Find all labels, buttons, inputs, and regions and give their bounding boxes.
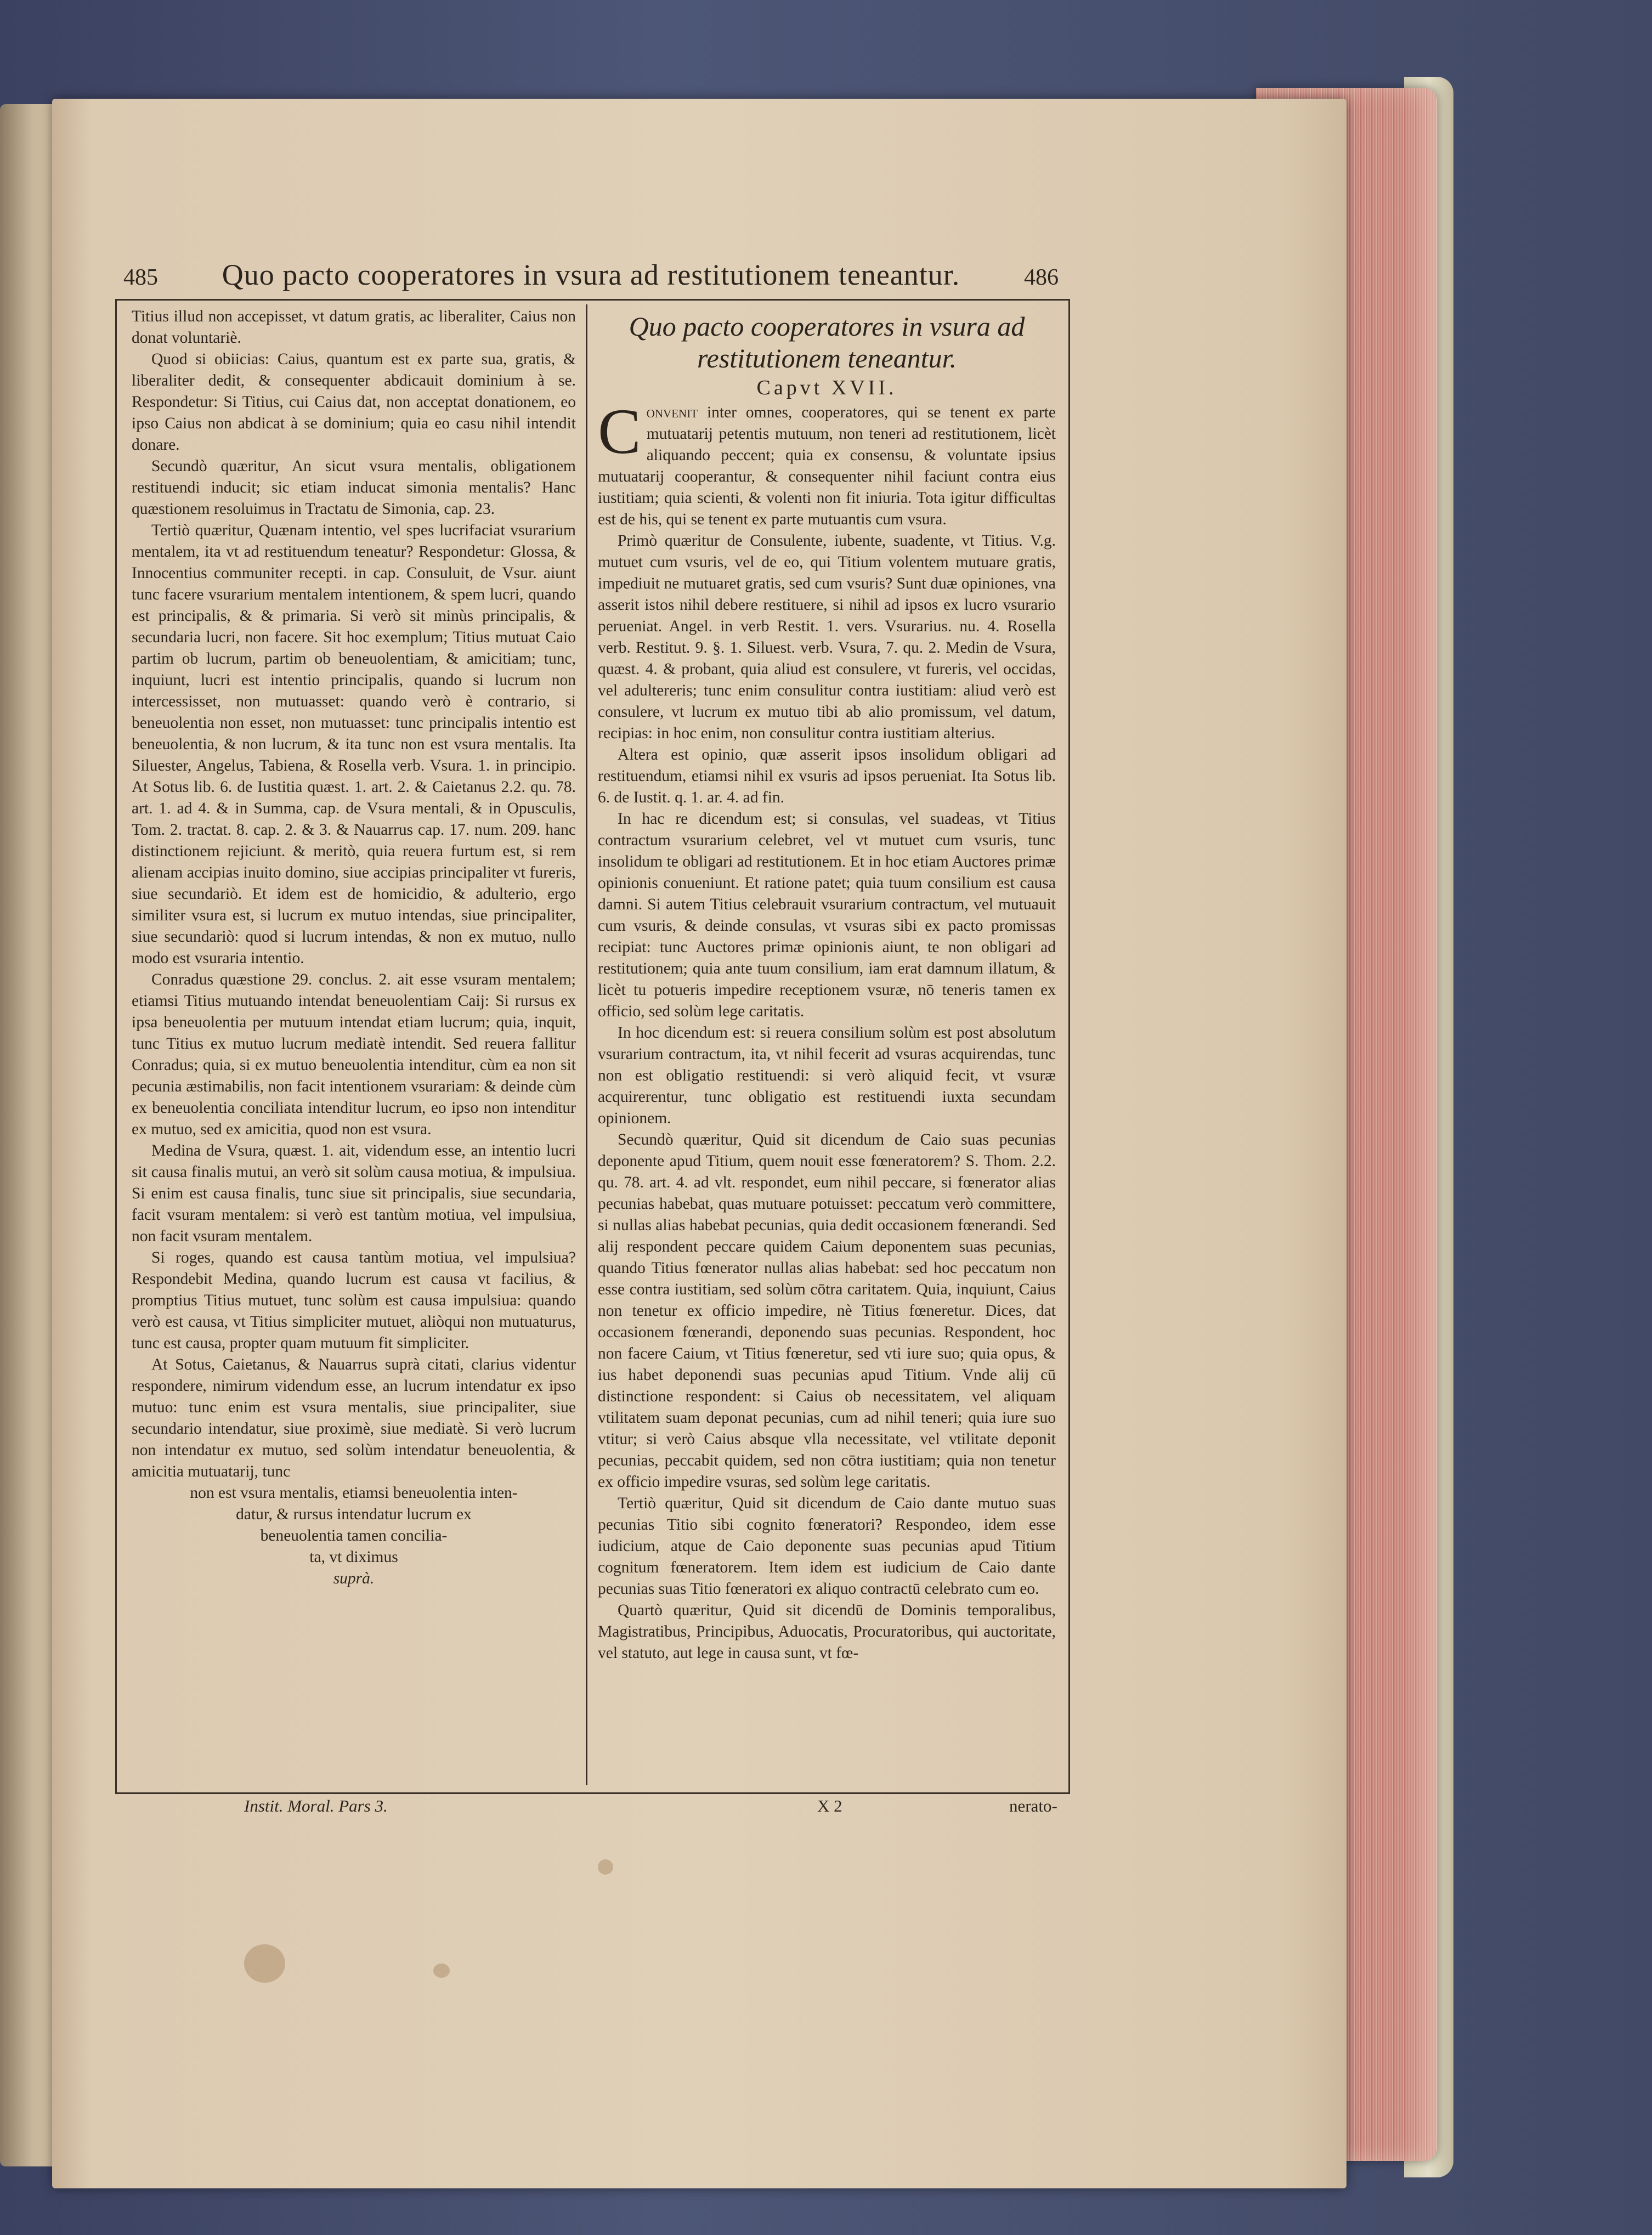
chapter-label: Capvt XVII. <box>756 376 897 399</box>
ink-stain <box>433 1964 450 1978</box>
footer-catchword: nerato- <box>1009 1796 1057 1815</box>
running-title: Quo pacto cooperatores in vsura ad restitutionem teneantur. <box>222 258 960 291</box>
tail-line: non est vsura mentalis, etiamsi beneuolentia inten- <box>190 1484 518 1502</box>
tail-line: ta, vt diximus <box>309 1548 398 1566</box>
paragraph: Si roges, quando est causa tantùm motiua, vel impulsiua? Respondebit Medina, quando lucrum est causa vt facilius, & promptius Titius mutuet, tunc solùm est causa impulsiua: quando verò est causa, vt Titius simpliciter mutuet, aliòqui non mutuaturus, tunc est causa, propter quam mutuum fit simpliciter. <box>132 1249 576 1352</box>
right-column <box>598 306 1056 1664</box>
paragraph: Titius illud non accepisset, vt datum gratis, ac liberaliter, Caius non donat voluntariè. <box>132 308 576 347</box>
paragraph: Secundò quæritur, Quid sit dicendum de Caio suas pecunias deponente apud Titium, quem nouit esse fœneratorem? S. Thom. 2.2. qu. 78. art. 4. ad vlt. respondet, eum nihil peccare, si fœnerator alias pecunias habebat, quas mutuare potuisset: peccatum verò committere, si nullas alias habebat pecunias, quia dedit occasionem fœnerandi. Sed alij respondent peccare quidem Caium deponentem suas pecunias, quando Titius fœnerator nullas alias habebat: sed hoc peccatum non esse contra iustitiam, sed solùm cōtra caritatem. Quia, inquiunt, Caius non tenetur ex officio impedire, nè Titius fœneretur. Dices, dat occasionem fœnerandi, deponendo suas pecunias. Respondent, hoc non facere Caium, vt Titius fœneretur, sed vti iure suo; quia opus, & ius habet deponendi suas pecunias apud Titium. Vnde alij cū distinctione respondent: si Caius ob necessitatem, vel aliquam vtilitatem suam deponat pecunias, cum ad nihil teneri; quia iure suo vtitur; si verò Caius absque vlla necessitate, vel vtilitate deponit pecunias, peccabit quidem, sed non cōtra iustitiam; quia non tenetur ex officio impedire vsuras, sed solùm lege caritatis. <box>598 1131 1056 1491</box>
tail-line: suprà. <box>333 1570 375 1587</box>
right-page-number: 486 <box>1024 265 1059 290</box>
tail-line: beneuolentia tamen concilia- <box>260 1527 448 1544</box>
paragraph: Quartò quæritur, Quid sit dicendū de Dominis temporalibus, Magistratibus, Principibus, Aduocatis, Procuratoribus, qui auctoritate, vel statuto, aut lege in causa sunt, vt fœ- <box>598 1602 1056 1662</box>
running-header <box>123 258 1059 296</box>
paragraph: In hac re dicendum est; si consulas, vel suadeas, vt Titius contractum vsurarium celebret, vel vt mutuet cum vsuris, tunc insolidum te obligari ad restitutionem. Et in hoc etiam Auctores primæ opinionis conueniunt. Et ratione patet; quia tuum consilium est causa damni. Si autem Titius celebrauit vsurarium contractum, vel mutuauit cum vsuris, & deinde consulas, vt vsuras sibi ex pacto promissas recipiat: tunc Auctores primæ opinionis aiunt, te non obligari ad restitutionem; quia ante tuum consilium, iam erat damnum illatum, & licèt tu potueris impedire receptionem vsuræ, nō teneris tamen ex officio, sed solùm lege caritatis. <box>598 810 1056 1020</box>
paragraph: Quod si obiicias: Caius, quantum est ex parte sua, gratis, & liberaliter dedit, & consequenter abdicauit dominium à se. Respondetur: Si Titius, cui Caius dat, non acceptat donationem, eo ipso Caius non abdicat à se dominium; quia eo casu nihil intendit donare. <box>132 350 576 454</box>
paragraph: Altera est opinio, quæ asserit ipsos insolidum obligari ad restituendum, etiamsi nihil ex vsuris ad ipsos perueniat. Ita Sotus lib. 6. de Iustit. q. 1. ar. 4. ad fin. <box>598 746 1056 806</box>
drop-cap: C <box>598 395 641 467</box>
footer-signature: X 2 <box>817 1796 842 1815</box>
ink-stain <box>244 1944 285 1983</box>
opening-paragraph <box>598 395 1056 530</box>
paragraph: Conradus quæstione 29. conclus. 2. ait esse vsuram mentalem; etiamsi Titius mutuando intendat beneuolentiam Caij: Si rursus ex ipsa beneuolentia per mutuum intendat etiam lucrum; quia, inquit, tunc Titius ex mutuo lucrum mediatè intendit. Sed reuera fallitur Conradus; quia, si ex mutuo beneuolentia intenditur, cùm ea non sit pecunia æstimabilis, non facit intentionem vsurariam: & deinde cùm ex beneuolentia conciliata intenditur lucrum, eo ipso non intenditur ex mutuo, sed ex amicitia, quod non est vsura. <box>132 971 576 1138</box>
paragraph: At Sotus, Caietanus, & Nauarrus suprà citati, clarius videntur respondere, nimirum videndum esse, an lucrum intendatur ex ipso mutuo: tunc enim est vsura mentalis, siue principaliter, siue secundario intendatur, siue proximè, siue mediatè. Si verò lucrum non intendatur ex mutuo, sed solùm intendatur beneuolentia, & amicitia mutuatarij, tunc <box>132 1356 576 1480</box>
paragraph: Medina de Vsura, quæst. 1. ait, videndum esse, an intentio lucri sit causa finalis mutui, an verò sit solùm causa motiua, & impulsiua. Si enim est causa finalis, tunc siue sit principalis, siue secundaria, facit vsuram mentalem: si verò est tantùm motiua, vel impulsiua, non facit vsuram mentalem. <box>132 1142 576 1245</box>
paragraph: In hoc dicendum est: si reuera consilium solùm est post absolutum vsurarium contractum, ita, vt nihil fecerit ad vsuras acquirendas, tunc non est obligatio restituendi: si verò aliquid fecit, vt vsuræ acquirerentur, tunc obligatio est restituendi iuxta secundam opinionem. <box>598 1024 1056 1127</box>
opening-smallcaps: onvenit <box>646 404 698 421</box>
paragraph: Tertiò quæritur, Quænam intentio, vel spes lucrifaciat vsurarium mentalem, ita vt ad restituendum teneatur? Respondetur: Glossa, & Innocentius communiter recepti. in cap. Consuluit, de Vsur. aiunt tunc facere vsurarium mentalem intentionem, & spem lucri, quando est principalis, & & primaria. Si verò sit minùs principalis, & secundaria lucri, non facere. Sit hoc exemplum; Titius mutuat Caio partim ob lucrum, partim ob beneuolentiam, & amicitiam; tunc, inquiunt, lucri est intentio principalis, quando si lucrum non intercessisset, non mutuasset: quando verò è contrario, si beneuolentia non esset, non mutuasset: tunc principalis intentio est beneuolentia, & non lucrum, & ita tunc non est vsura mentalis. Ita Siluester, Angelus, Tabiena, & Rosella verb. Vsura. 1. in principio. At Sotus lib. 6. de Iustitia quæst. 1. art. 2. & Caietanus 2.2. qu. 78. art. 1. ad 4. & in Summa, cap. de Vsura mentali, & in Opusculis, Tom. 2. tractat. 8. cap. 2. & 3. & Nauarrus cap. 17. num. 209. hanc distinctionem rejiciunt. & meritò, quia reuera furtum est, si rem alienam accipias inuito domino, siue accipias principaliter vt fureris, siue secundariò. Et idem est de homicidio, & adulterio, ergo similiter vsura est, si lucrum ex mutuo intendas, siue principaliter, siue secundariò: quod si lucrum intendas, & non ex mutuo, nullo modo est vsuraria intentio. <box>132 522 576 967</box>
paragraph: Tertiò quæritur, Quid sit dicendum de Caio dante mutuo suas pecunias Titio sibi cognito fœneratori? Respondeo, idem esse iudicium, atque de Caio deponente suas pecunias apud Titium cognitum fœneratorem. Item idem est iudicium de Caio dante pecunias suas Titio fœneratori ex aliquo contractū celebrato cum eo. <box>598 1495 1056 1598</box>
chapter-title: Quo pacto cooperatores in vsura ad restitutionem teneantur. <box>629 311 1025 374</box>
footer-work-title: Instit. Moral. Pars 3. <box>244 1796 388 1815</box>
column-divider <box>586 304 587 1785</box>
opening-text: inter omnes, cooperatores, qui se tenent ex parte mutuatarij petentis mutuum, non teneri ad restitutionem, licèt aliquando peccent; quia ex consensu, & voluntate ipsius mutuatarij cooperantur, & consequenter nihil faciunt contra eius iustitiam; quia scienti, & volenti non fit iniuria. Tota igitur difficultas est de his, qui se tenent ex parte mutuantis cum vsura. <box>598 404 1056 528</box>
ink-stain <box>598 1859 613 1875</box>
tail-line: datur, & rursus intendatur lucrum ex <box>236 1506 472 1523</box>
left-page-number: 485 <box>123 265 158 290</box>
paragraph: Primò quæritur de Consulente, iubente, suadente, vt Titius. V.g. mutuet cum vsuris, vel de eo, qui Titium volentem mutuare gratis, impediuit ne mutuaret gratis, sed cum vsuris? Sunt duæ opiniones, vna asserit istos nihil debere restituere, si nihil ad ipsos ex lucro vsurario perueniat. Angel. in verb Restit. 1. vers. Vsurarius. nu. 4. Rosella verb. Restitut. 9. §. 1. Siluest. verb. Vsura, 7. qu. 2. Medin de Vsura, quæst. 4. & probant, quia aliud est consulere, vt fureris, vel occidas, vel adultereris; tunc enim consulitur contra iustitiam: aliud verò est consulere, vt lucrum ex mutuo tibi ab alio promissum, vel datum, recipias: in hoc enim, non consulitur contra iustitiam alterius. <box>598 532 1056 742</box>
left-column <box>132 306 576 1589</box>
paragraph: Secundò quæritur, An sicut vsura mentalis, obligationem restituendi inducit; sic etiam inducat simonia mentalis? Hanc quæstionem resoluimus in Tractatu de Simonia, cap. 23. <box>132 457 576 518</box>
